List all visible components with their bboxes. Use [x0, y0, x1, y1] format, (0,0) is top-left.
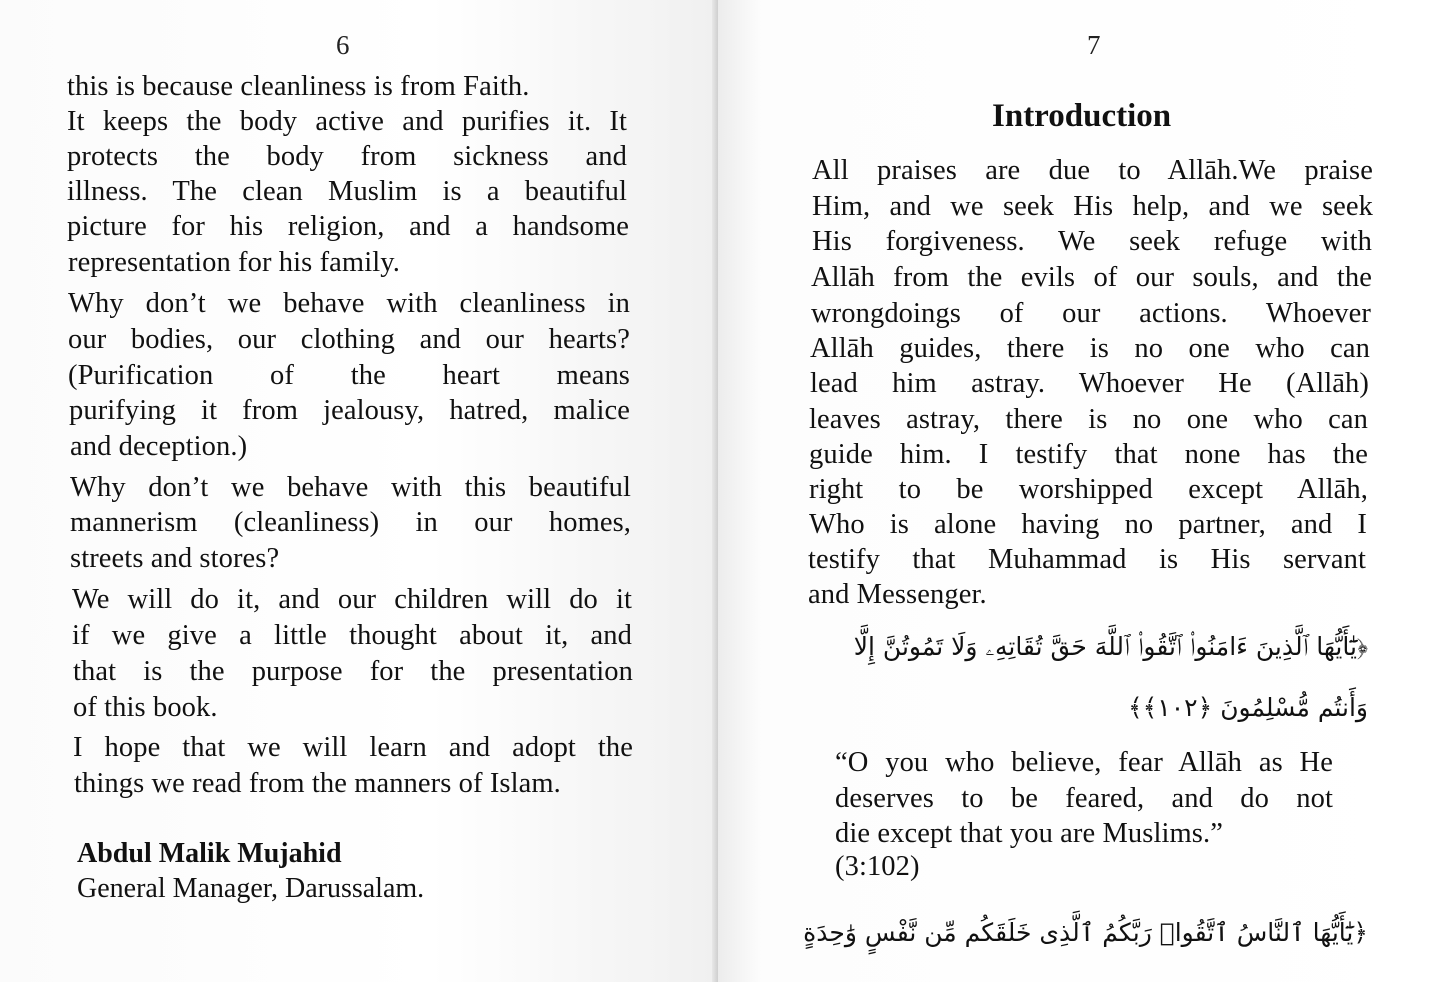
translation-line: die except that you are Muslims.”: [835, 818, 1223, 849]
text-line: (Purification of the heart means: [68, 360, 630, 391]
text-line: streets and stores?: [70, 543, 280, 574]
arabic-verse-line: ﴿يَٰٓأَيُّهَا ٱلنَّاسُ ٱتَّقُوا۟ رَبَّكُمُ ٱلَّذِى خَلَقَكُم مِّن نَّفْسٍ وَٰحِدَةٍ: [803, 918, 1368, 947]
text-line: mannerism (cleanliness) in our homes,: [70, 507, 631, 538]
text-line: Allāh guides, there is no one who can: [810, 333, 1370, 364]
text-line: lead him astray. Whoever He (Allāh): [810, 368, 1369, 399]
arabic-verse-line: ﴿يَٰٓأَيُّهَا ٱلَّذِينَ ءَامَنُوا۟ ٱتَّقُوا۟ ٱللَّهَ حَقَّ تُقَاتِهِۦ وَلَا تَمُوتُنَّ إِلَّا: [853, 632, 1368, 661]
text-line: It keeps the body active and purifies it. It: [67, 106, 627, 137]
text-line: Who is alone having no partner, and I: [809, 509, 1367, 540]
arabic-verse-line: وَأَنتُم مُّسْلِمُونَ ﴿١٠٢﴾﴾: [1128, 693, 1368, 722]
page-number: 6: [336, 30, 350, 60]
page-number: 7: [1087, 30, 1101, 60]
text-line: this is because cleanliness is from Faith.: [67, 71, 530, 102]
text-line: and deception.): [70, 431, 248, 462]
text-line: that is the purpose for the presentation: [73, 656, 633, 687]
text-line: things we read from the manners of Islam.: [74, 768, 561, 799]
text-line: picture for his religion, and a handsome: [67, 211, 629, 242]
left-page: [0, 0, 718, 982]
text-line: right to be worshipped except Allāh,: [809, 474, 1368, 505]
text-line: purifying it from jealousy, hatred, malice: [69, 395, 630, 426]
text-line: wrongdoings of our actions. Whoever: [811, 298, 1371, 329]
translation-line: deserves to be feared, and do not: [835, 783, 1333, 814]
text-line: Allāh from the evils of our souls, and the: [811, 262, 1372, 293]
text-line: guide him. I testify that none has the: [809, 439, 1368, 470]
text-line: and Messenger.: [808, 579, 987, 610]
text-line: All praises are due to Allāh.We praise: [812, 155, 1373, 186]
text-line: our bodies, our clothing and our hearts?: [68, 324, 630, 355]
signature-title: General Manager, Darussalam.: [77, 873, 425, 904]
text-line: Him, and we seek His help, and we seek: [812, 191, 1373, 222]
text-line: testify that Muhammad is His servant: [808, 544, 1366, 575]
text-line: I hope that we will learn and adopt the: [73, 732, 633, 763]
text-line: protects the body from sickness and: [67, 141, 627, 172]
text-line: representation for his family.: [68, 247, 400, 278]
translation-line: (3:102): [835, 851, 920, 882]
section-heading: Introduction: [992, 98, 1172, 134]
text-line: leaves astray, there is no one who can: [809, 404, 1368, 435]
text-line: of this book.: [73, 692, 218, 723]
text-line: Why don’t we behave with cleanliness in: [68, 288, 630, 319]
text-line: if we give a little thought about it, and: [72, 620, 632, 651]
text-line: Why don’t we behave with this beautiful: [70, 472, 631, 503]
text-line: His forgiveness. We seek refuge with: [812, 226, 1372, 257]
translation-line: “O you who believe, fear Allāh as He: [835, 747, 1333, 778]
text-line: illness. The clean Muslim is a beautiful: [67, 176, 627, 207]
right-page: [718, 0, 1445, 982]
signature-name: Abdul Malik Mujahid: [77, 838, 342, 869]
text-line: We will do it, and our children will do it: [72, 584, 632, 615]
